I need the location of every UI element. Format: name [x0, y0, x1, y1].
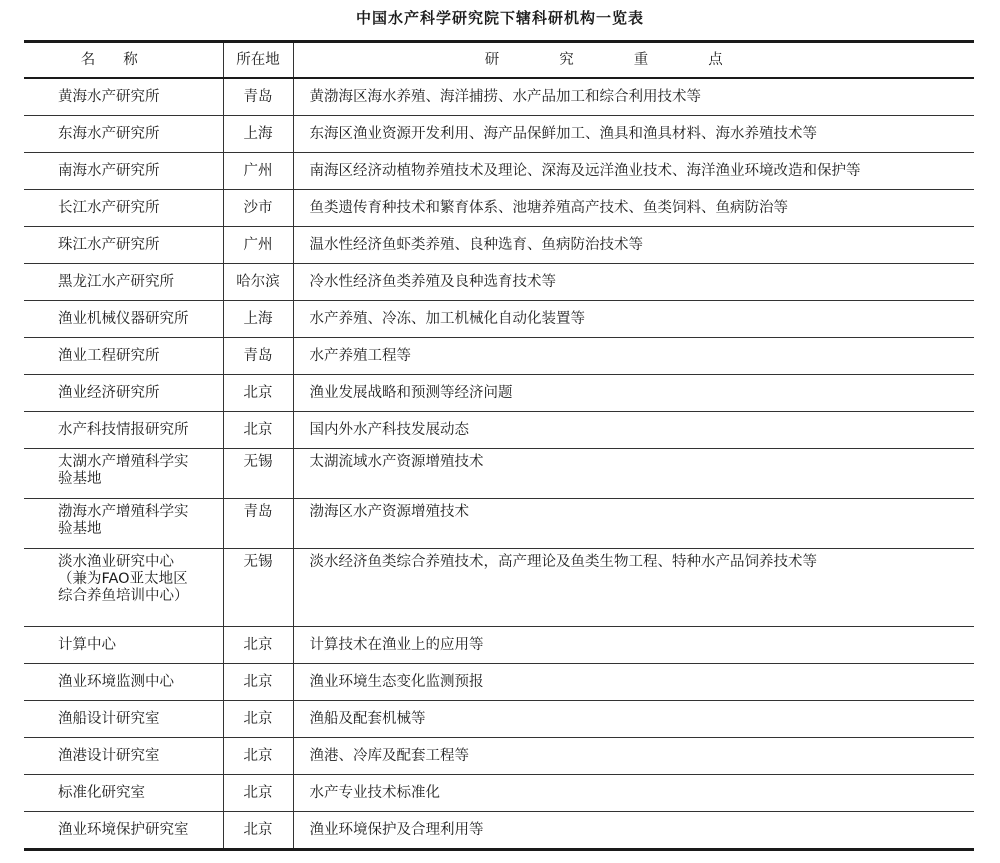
institution-focus: 渔业发展战略和预测等经济问题 [293, 375, 974, 412]
table-row [24, 812, 974, 850]
institution-focus: 国内外水产科技发展动态 [293, 412, 974, 449]
table-row [24, 499, 974, 549]
institution-focus: 水产养殖、冷冻、加工机械化自动化装置等 [293, 301, 974, 338]
institution-name: 黑龙江水产研究所 [24, 264, 223, 301]
table-row [24, 375, 974, 412]
institution-name: 渔港设计研究室 [24, 738, 223, 775]
table-row [24, 153, 974, 190]
institution-name: 渔业经济研究所 [24, 375, 223, 412]
institution-focus: 渔船及配套机械等 [293, 701, 974, 738]
institution-location: 上海 [223, 116, 293, 153]
table-row [24, 449, 974, 499]
institution-location: 广州 [223, 153, 293, 190]
table-row [24, 264, 974, 301]
institution-location: 北京 [223, 412, 293, 449]
institution-name: 渤海水产增殖科学实 验基地 [24, 499, 223, 549]
institution-focus: 淡水经济鱼类综合养殖技术，高产理论及鱼类生物工程、特种水产品饲养技术等 [293, 549, 974, 627]
institution-focus: 冷水性经济鱼类养殖及良种选育技术等 [293, 264, 974, 301]
institution-focus: 太湖流域水产资源增殖技术 [293, 449, 974, 499]
table-row [24, 338, 974, 375]
institution-focus: 渤海区水产资源增殖技术 [293, 499, 974, 549]
institution-location: 上海 [223, 301, 293, 338]
institution-focus: 温水性经济鱼虾类养殖、良种选育、鱼病防治技术等 [293, 227, 974, 264]
institution-name: 计算中心 [24, 627, 223, 664]
header-focus: 研究重点 [293, 42, 974, 79]
institution-location: 北京 [223, 627, 293, 664]
table-row [24, 190, 974, 227]
header-name: 名称 [24, 42, 223, 79]
institution-location: 北京 [223, 812, 293, 850]
institution-name: 南海水产研究所 [24, 153, 223, 190]
institution-name: 太湖水产增殖科学实 验基地 [24, 449, 223, 499]
institution-location: 广州 [223, 227, 293, 264]
institution-location: 青岛 [223, 338, 293, 375]
institution-focus: 渔业环境生态变化监测预报 [293, 664, 974, 701]
institution-focus: 黄渤海区海水养殖、海洋捕捞、水产品加工和综合利用技术等 [293, 78, 974, 116]
table-row [24, 227, 974, 264]
table-row [24, 738, 974, 775]
table-row [24, 116, 974, 153]
institution-location: 北京 [223, 375, 293, 412]
institution-focus: 渔业环境保护及合理利用等 [293, 812, 974, 850]
institution-name: 标准化研究室 [24, 775, 223, 812]
institution-focus: 东海区渔业资源开发利用、海产品保鲜加工、渔具和渔具材料、海水养殖技术等 [293, 116, 974, 153]
header-location: 所在地 [223, 42, 293, 79]
table-row [24, 627, 974, 664]
institution-location: 青岛 [223, 78, 293, 116]
page-title: 中国水产科学研究院下辖科研机构一览表 [355, 9, 644, 27]
institution-focus: 计算技术在渔业上的应用等 [293, 627, 974, 664]
institution-focus: 鱼类遗传育种技术和繁育体系、池塘养殖高产技术、鱼类饲料、鱼病防治等 [293, 190, 974, 227]
institution-name: 渔船设计研究室 [24, 701, 223, 738]
institution-location: 哈尔滨 [223, 264, 293, 301]
institution-focus: 水产养殖工程等 [293, 338, 974, 375]
table-row [24, 301, 974, 338]
institution-location: 北京 [223, 738, 293, 775]
institution-name: 水产科技情报研究所 [24, 412, 223, 449]
institution-location: 青岛 [223, 499, 293, 549]
institution-location: 北京 [223, 775, 293, 812]
institution-name: 珠江水产研究所 [24, 227, 223, 264]
institution-name: 长江水产研究所 [24, 190, 223, 227]
table-row [24, 701, 974, 738]
institution-location: 沙市 [223, 190, 293, 227]
table-row [24, 78, 974, 116]
institution-focus: 渔港、冷库及配套工程等 [293, 738, 974, 775]
institutions-table [24, 40, 974, 851]
institution-name: 渔业环境监测中心 [24, 664, 223, 701]
institution-name: 渔业工程研究所 [24, 338, 223, 375]
table-row [24, 412, 974, 449]
institution-name: 黄海水产研究所 [24, 78, 223, 116]
institution-focus: 南海区经济动植物养殖技术及理论、深海及远洋渔业技术、海洋渔业环境改造和保护等 [293, 153, 974, 190]
institution-name: 东海水产研究所 [24, 116, 223, 153]
table-row [24, 549, 974, 627]
institution-location: 无锡 [223, 449, 293, 499]
institution-location: 北京 [223, 701, 293, 738]
institution-name: 渔业机械仪器研究所 [24, 301, 223, 338]
institution-name: 渔业环境保护研究室 [24, 812, 223, 850]
institution-name: 淡水渔业研究中心 （兼为FAO亚太地区 综合养鱼培训中心） [24, 549, 223, 627]
institution-location: 北京 [223, 664, 293, 701]
table-header-row [24, 42, 974, 79]
table-row [24, 775, 974, 812]
table-row [24, 664, 974, 701]
institution-location: 无锡 [223, 549, 293, 627]
institution-focus: 水产专业技术标准化 [293, 775, 974, 812]
